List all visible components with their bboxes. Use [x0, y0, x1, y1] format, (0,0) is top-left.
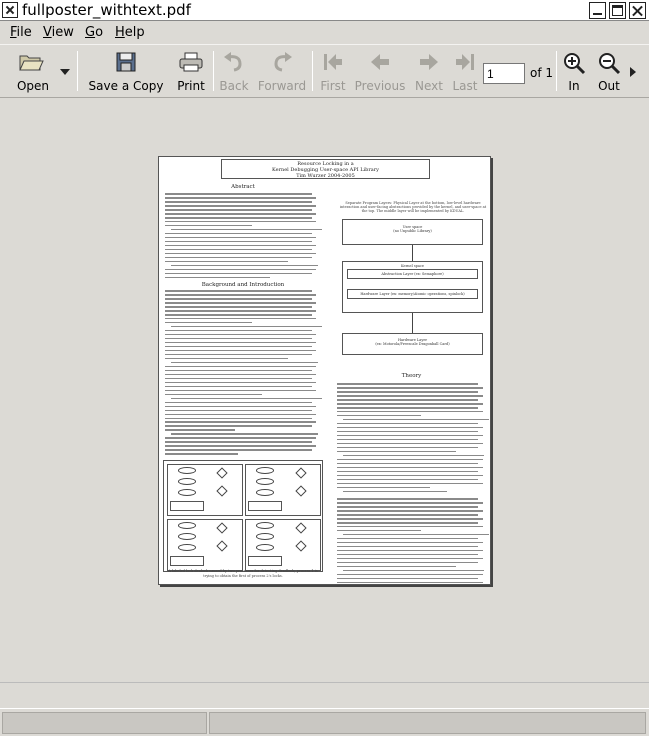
text-line [337, 427, 483, 429]
text-line [337, 411, 483, 413]
figure-oval [256, 489, 274, 496]
text-line [165, 205, 316, 207]
text-line [343, 491, 447, 493]
window-titlebar [0, 0, 649, 21]
statusbar [0, 708, 649, 736]
figure-oval [256, 544, 274, 551]
undo-arrow-icon [222, 51, 246, 73]
text-line [337, 415, 421, 417]
text-line [165, 193, 312, 195]
text-line [165, 294, 316, 296]
text-line [337, 498, 478, 500]
hardware-label: Hardware Layer [397, 338, 428, 342]
text-line [165, 402, 312, 404]
menu-view[interactable]: View [43, 25, 74, 40]
text-line [337, 439, 478, 441]
text-line [337, 502, 483, 504]
figure-oval [256, 522, 274, 529]
zoom-out-icon [597, 51, 621, 75]
text-line [165, 429, 235, 431]
menubar [0, 22, 649, 44]
hardware-sublabel: (ex: Motorola/Freescale Dragonball Card) [375, 342, 450, 346]
text-line [165, 273, 312, 275]
text-line [337, 399, 478, 401]
window-menu-icon[interactable] [2, 2, 18, 18]
text-line [165, 453, 238, 455]
user-space-label: User space [402, 225, 423, 229]
zoom-in-button[interactable]: In [560, 45, 588, 97]
text-line [165, 318, 316, 320]
text-line [337, 443, 483, 445]
user-space-sublabel: (no Unpublic Library) [393, 229, 432, 233]
window-title: fullposter_withtext.pdf [22, 1, 191, 19]
text-line [165, 370, 312, 372]
first-page-button[interactable]: First [316, 45, 350, 97]
figure-bar [248, 501, 282, 511]
text-line [337, 522, 478, 524]
maximize-button[interactable] [609, 2, 626, 19]
text-line [337, 550, 483, 552]
text-line [165, 386, 312, 388]
deadlock-figure [163, 460, 323, 572]
last-page-icon [453, 51, 477, 73]
text-line [337, 526, 483, 528]
text-line [337, 479, 478, 481]
folder-open-icon [18, 51, 44, 73]
text-line [171, 433, 318, 435]
page-number-input[interactable] [483, 63, 525, 84]
theory-text-continued [337, 498, 487, 585]
text-line [165, 437, 316, 439]
text-line [165, 350, 316, 352]
text-line [171, 398, 322, 400]
status-segment [209, 712, 646, 734]
figure-bar [170, 501, 204, 511]
text-line [165, 342, 316, 344]
text-line [165, 217, 312, 219]
text-line [337, 562, 478, 564]
first-page-icon [321, 51, 345, 73]
hardware-box [342, 333, 483, 355]
kernel-space-label: Kernel space [401, 264, 424, 268]
abstract-text [165, 193, 321, 281]
text-line [165, 338, 312, 340]
text-line [165, 261, 288, 263]
poster-title-line: Resource Locking in a [297, 161, 354, 167]
text-line [171, 362, 318, 364]
text-line [165, 277, 270, 279]
menu-go[interactable]: Go [85, 25, 104, 40]
text-line [337, 506, 478, 508]
text-line [337, 451, 456, 453]
text-line [165, 346, 312, 348]
text-line [337, 538, 478, 540]
printer-icon [178, 51, 204, 73]
text-line [337, 423, 478, 425]
text-line [337, 578, 478, 580]
text-line [165, 330, 312, 332]
abstraction-layer-box [347, 269, 478, 279]
next-page-button[interactable]: Next [410, 45, 448, 97]
text-line [343, 570, 484, 572]
text-line [337, 574, 483, 576]
text-line [337, 542, 483, 544]
text-line [337, 510, 483, 512]
figure-oval [256, 533, 274, 540]
open-button[interactable]: Open [6, 45, 60, 97]
floppy-disk-icon [115, 51, 137, 73]
page-count-label: of 1 [530, 66, 554, 80]
text-line [165, 425, 312, 427]
text-line [165, 358, 288, 360]
background-text [165, 290, 321, 457]
hardware-interface-label: Hardware Layer (ex: memory/Atomic operations, spinlock) [360, 292, 465, 296]
last-page-button[interactable]: Last [448, 45, 482, 97]
figure-oval [178, 489, 196, 496]
text-line [337, 383, 478, 385]
text-line [165, 310, 316, 312]
text-line [165, 322, 252, 324]
text-line [165, 354, 312, 356]
toolbar-overflow-arrow-icon[interactable] [628, 65, 638, 79]
text-line [165, 209, 312, 211]
text-line [337, 558, 483, 560]
text-line [165, 233, 312, 235]
toolbar-separator [312, 51, 313, 91]
text-line [165, 197, 316, 199]
text-line [165, 237, 316, 239]
back-button[interactable]: Back [216, 45, 252, 97]
hardware-interface-box [347, 289, 478, 299]
text-line [343, 455, 484, 457]
text-line [165, 374, 316, 376]
text-line [337, 459, 483, 461]
text-line [165, 249, 312, 251]
text-line [165, 406, 316, 408]
text-line [165, 418, 312, 420]
text-line [337, 463, 478, 465]
figure-oval [256, 478, 274, 485]
diagram-connector [412, 245, 413, 261]
toolbar-separator [556, 51, 557, 91]
text-line [165, 298, 312, 300]
figure-oval [178, 544, 196, 551]
text-line [337, 546, 478, 548]
text-line [165, 269, 316, 271]
text-line [337, 395, 483, 397]
text-line [165, 225, 252, 227]
text-line [337, 387, 483, 389]
text-line [337, 391, 478, 393]
text-line [165, 306, 312, 308]
text-line [165, 253, 316, 255]
previous-page-button[interactable]: Previous [352, 45, 408, 97]
theory-text [337, 383, 487, 495]
background-heading: Background and Introduction [201, 282, 285, 288]
text-line [337, 530, 421, 532]
diagram-connector [412, 313, 413, 333]
text-line [337, 487, 430, 489]
text-line [165, 445, 316, 447]
text-line [165, 221, 316, 223]
arrow-right-icon [417, 51, 441, 73]
poster-title-line: Kernel Debugging User-space API Library [272, 167, 379, 173]
figure-oval [178, 533, 196, 540]
text-line [165, 201, 312, 203]
zoom-out-button[interactable]: Out [594, 45, 624, 97]
print-button[interactable]: Print [172, 45, 210, 97]
text-line [337, 435, 483, 437]
text-line [171, 229, 322, 231]
text-line [165, 302, 316, 304]
figure-oval [178, 467, 196, 474]
zoom-in-icon [562, 51, 586, 75]
arrow-left-icon [368, 51, 392, 73]
text-line [165, 378, 312, 380]
close-button[interactable] [629, 2, 646, 19]
text-line [165, 390, 316, 392]
toolbar-separator [77, 51, 78, 91]
text-line [343, 534, 489, 536]
text-line [337, 566, 456, 568]
text-line [165, 334, 316, 336]
figure-bar [170, 556, 204, 566]
text-line [337, 582, 483, 584]
forward-button[interactable]: Forward [256, 45, 308, 97]
minimize-button[interactable] [589, 2, 606, 19]
text-line [165, 382, 316, 384]
text-line [171, 265, 318, 267]
text-line [165, 241, 312, 243]
menu-file[interactable]: File [10, 25, 32, 40]
figure-oval [178, 522, 196, 529]
text-line [165, 257, 312, 259]
text-line [337, 403, 483, 405]
text-line [165, 421, 316, 423]
redo-arrow-icon [270, 51, 294, 73]
user-space-box [342, 219, 483, 245]
text-line [337, 431, 478, 433]
poster-title-box [221, 159, 430, 179]
layers-intro-text: Separate Program Layers: Physical Layer at the bottom, low-level hardware interaction and user-facing abstractions provided by the kernel, and user-space at the top. The middle layer will be implemented by KDUAL. [339, 201, 487, 213]
toolbar-separator [213, 51, 214, 91]
status-segment [2, 712, 207, 734]
text-line [337, 475, 483, 477]
text-line [165, 441, 312, 443]
text-line [165, 366, 316, 368]
text-line [165, 449, 312, 451]
text-line [165, 314, 312, 316]
figure-bar [248, 556, 282, 566]
figure-oval [256, 467, 274, 474]
save-copy-button[interactable]: Save a Copy [84, 45, 168, 97]
toolbar [0, 44, 649, 98]
text-line [165, 290, 312, 292]
abstraction-layer-label: Abstraction Layer (ex: Semaphore) [381, 272, 444, 276]
text-line [337, 471, 478, 473]
text-line [165, 213, 316, 215]
text-line [337, 407, 478, 409]
open-recent-dropdown-icon[interactable] [58, 67, 72, 77]
figure-caption: A labeled lock dealock caused by two processes for detecting deadlock; process 1 is trying to obtain the first of process 2's locks. [168, 569, 318, 578]
document-view[interactable] [0, 99, 649, 682]
menu-help[interactable]: Help [115, 25, 145, 40]
text-line [165, 245, 316, 247]
theory-heading: Theory [401, 373, 422, 379]
abstract-heading: Abstract [231, 184, 255, 190]
text-line [165, 394, 262, 396]
text-line [165, 414, 316, 416]
figure-oval [178, 478, 196, 485]
text-line [343, 419, 489, 421]
text-line [337, 483, 483, 485]
text-line [337, 554, 478, 556]
text-line [337, 447, 478, 449]
text-line [337, 518, 483, 520]
text-line [171, 326, 322, 328]
horizontal-scroll-area [0, 682, 649, 708]
text-line [337, 514, 478, 516]
pdf-page [158, 156, 491, 585]
poster-author-line: Tim Wurzer 2004-2005 [296, 173, 355, 179]
text-line [165, 410, 312, 412]
text-line [337, 467, 483, 469]
